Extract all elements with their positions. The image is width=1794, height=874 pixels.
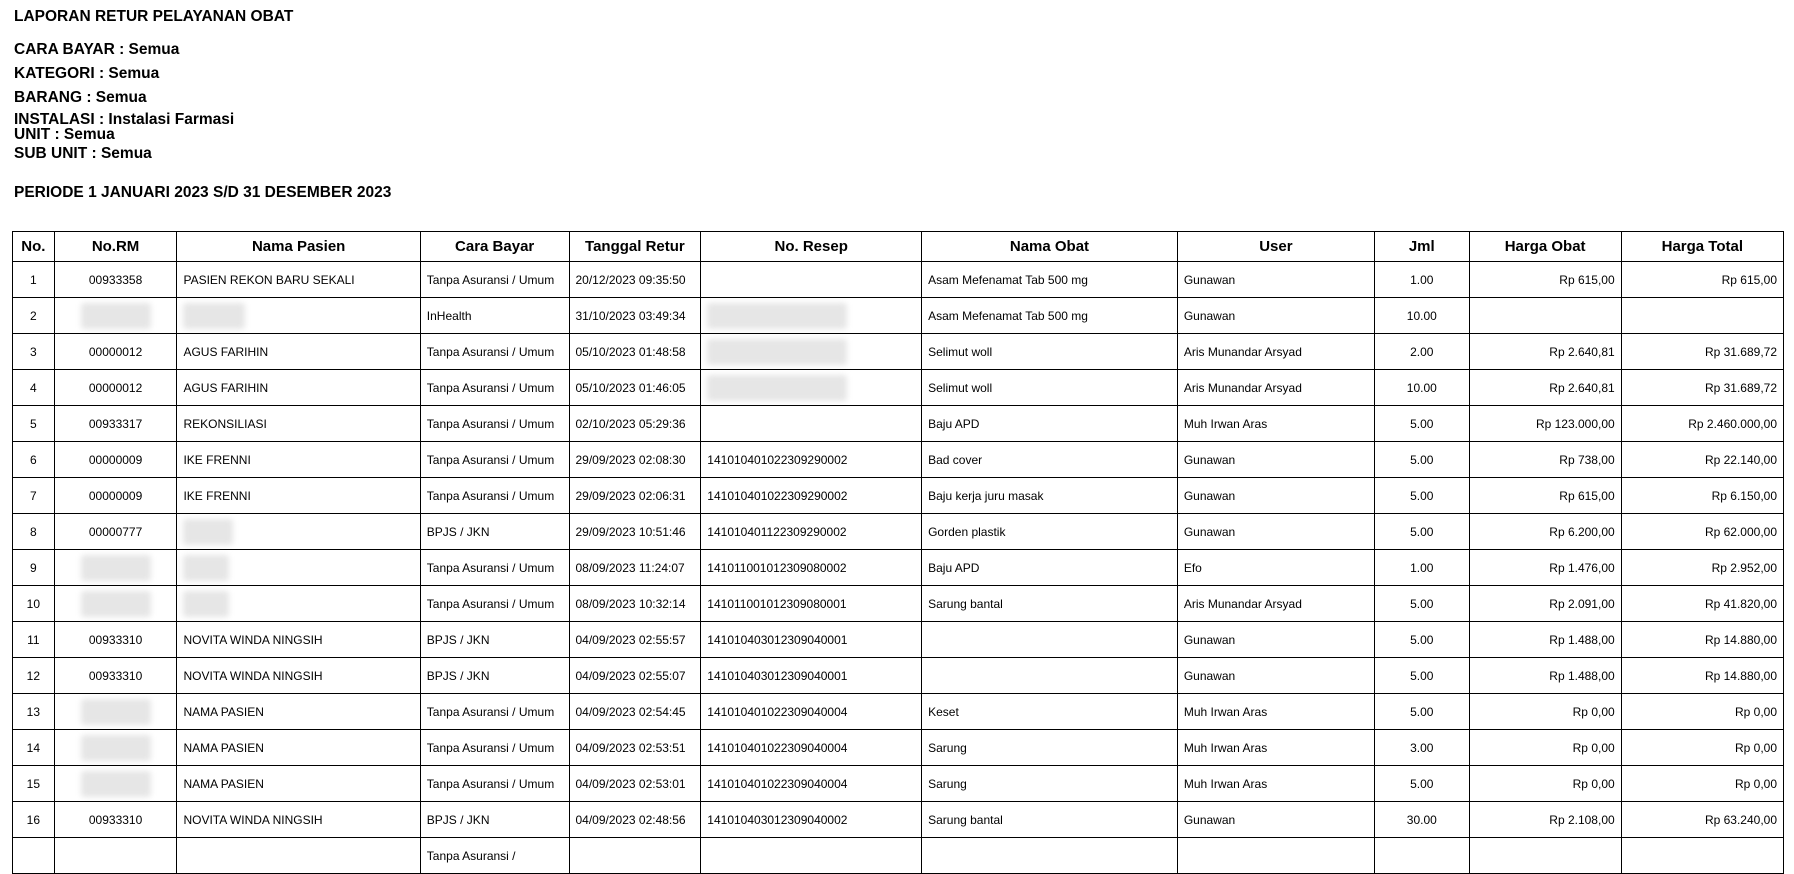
cell-no-rm xyxy=(54,838,177,874)
cell-no-resep: 141010401122309290002 xyxy=(701,514,922,550)
cell-nama-obat: Sarung bantal xyxy=(922,802,1178,838)
cell-user: Aris Munandar Arsyad xyxy=(1177,370,1374,406)
cell-nama-pasien: IKE FRENNI xyxy=(177,478,420,514)
cell-nama-obat: Sarung xyxy=(922,766,1178,802)
cell-no: 4 xyxy=(13,370,55,406)
cell-no: 14 xyxy=(13,730,55,766)
redacted-block xyxy=(81,699,151,725)
cell-harga-total: Rp 62.000,00 xyxy=(1621,514,1783,550)
cell-nama-obat: Baju APD xyxy=(922,406,1178,442)
col-no-resep: No. Resep xyxy=(701,232,922,262)
cell-jml: 2.00 xyxy=(1374,334,1469,370)
cell-harga-obat: Rp 2.640,81 xyxy=(1469,370,1621,406)
cell-nama-obat: Gorden plastik xyxy=(922,514,1178,550)
redacted-block xyxy=(183,519,233,545)
cell-user: Gunawan xyxy=(1177,802,1374,838)
cell-harga-obat: Rp 615,00 xyxy=(1469,262,1621,298)
cell-nama-pasien: NAMA PASIEN xyxy=(177,730,420,766)
cell-jml: 1.00 xyxy=(1374,550,1469,586)
col-jml: Jml xyxy=(1374,232,1469,262)
retur-table xyxy=(12,231,1784,874)
redacted-block xyxy=(707,375,847,401)
cell-nama-obat xyxy=(922,622,1178,658)
filter-instalasi: INSTALASI : Instalasi Farmasi xyxy=(14,111,235,128)
cell-cara-bayar: BPJS / JKN xyxy=(420,514,569,550)
cell-harga-total: Rp 2.460.000,00 xyxy=(1621,406,1783,442)
cell-jml: 5.00 xyxy=(1374,406,1469,442)
cell-harga-obat: Rp 6.200,00 xyxy=(1469,514,1621,550)
cell-nama-obat xyxy=(922,838,1178,874)
cell-nama-pasien: REKONSILIASI xyxy=(177,406,420,442)
cell-cara-bayar: Tanpa Asuransi / xyxy=(420,838,569,874)
cell-no-resep xyxy=(701,838,922,874)
table-row xyxy=(13,478,1784,514)
cell-tanggal-retur: 08/09/2023 10:32:14 xyxy=(569,586,701,622)
cell-no-rm xyxy=(54,694,177,730)
cell-tanggal-retur: 04/09/2023 02:54:45 xyxy=(569,694,701,730)
cell-harga-obat: Rp 0,00 xyxy=(1469,766,1621,802)
report-period: PERIODE 1 JANUARI 2023 S/D 31 DESEMBER 2023 xyxy=(14,184,392,201)
cell-no-resep: 141010403012309040001 xyxy=(701,622,922,658)
cell-nama-pasien: NAMA PASIEN xyxy=(177,766,420,802)
report-title: LAPORAN RETUR PELAYANAN OBAT xyxy=(14,8,294,25)
table-row xyxy=(13,442,1784,478)
cell-cara-bayar: BPJS / JKN xyxy=(420,622,569,658)
cell-user: Efo xyxy=(1177,550,1374,586)
table-row xyxy=(13,298,1784,334)
cell-nama-pasien: NOVITA WINDA NINGSIH xyxy=(177,658,420,694)
cell-harga-obat xyxy=(1469,298,1621,334)
table-row xyxy=(13,586,1784,622)
cell-no-rm xyxy=(54,730,177,766)
cell-nama-obat: Baju APD xyxy=(922,550,1178,586)
cell-no-rm: 00000009 xyxy=(54,478,177,514)
cell-harga-obat: Rp 123.000,00 xyxy=(1469,406,1621,442)
cell-harga-total: Rp 31.689,72 xyxy=(1621,334,1783,370)
cell-harga-total: Rp 14.880,00 xyxy=(1621,622,1783,658)
table-row xyxy=(13,730,1784,766)
cell-user: Aris Munandar Arsyad xyxy=(1177,586,1374,622)
cell-nama-obat xyxy=(922,658,1178,694)
cell-harga-total: Rp 41.820,00 xyxy=(1621,586,1783,622)
cell-no-rm xyxy=(54,550,177,586)
cell-no-resep: 141010403012309040002 xyxy=(701,802,922,838)
cell-cara-bayar: Tanpa Asuransi / Umum xyxy=(420,370,569,406)
cell-jml: 30.00 xyxy=(1374,802,1469,838)
cell-no-resep xyxy=(701,334,922,370)
cell-cara-bayar: Tanpa Asuransi / Umum xyxy=(420,586,569,622)
cell-tanggal-retur: 04/09/2023 02:55:07 xyxy=(569,658,701,694)
cell-cara-bayar: Tanpa Asuransi / Umum xyxy=(420,478,569,514)
cell-cara-bayar: BPJS / JKN xyxy=(420,802,569,838)
cell-user: Gunawan xyxy=(1177,622,1374,658)
cell-nama-obat: Sarung bantal xyxy=(922,586,1178,622)
cell-harga-total: Rp 63.240,00 xyxy=(1621,802,1783,838)
cell-tanggal-retur: 04/09/2023 02:53:51 xyxy=(569,730,701,766)
cell-cara-bayar: InHealth xyxy=(420,298,569,334)
cell-no-resep xyxy=(701,406,922,442)
table-row xyxy=(13,838,1784,874)
cell-tanggal-retur: 05/10/2023 01:46:05 xyxy=(569,370,701,406)
filter-sub-unit: SUB UNIT : Semua xyxy=(14,145,152,162)
cell-harga-total: Rp 22.140,00 xyxy=(1621,442,1783,478)
cell-jml: 5.00 xyxy=(1374,766,1469,802)
cell-harga-obat: Rp 1.476,00 xyxy=(1469,550,1621,586)
cell-no-resep xyxy=(701,370,922,406)
col-nama-obat: Nama Obat xyxy=(922,232,1178,262)
table-row xyxy=(13,622,1784,658)
table-row xyxy=(13,766,1784,802)
cell-jml: 10.00 xyxy=(1374,298,1469,334)
cell-harga-obat xyxy=(1469,838,1621,874)
cell-cara-bayar: Tanpa Asuransi / Umum xyxy=(420,262,569,298)
redacted-block xyxy=(81,591,151,617)
cell-no xyxy=(13,838,55,874)
cell-no: 15 xyxy=(13,766,55,802)
cell-nama-pasien xyxy=(177,586,420,622)
cell-no-rm: 00933310 xyxy=(54,622,177,658)
cell-no-rm: 00000012 xyxy=(54,334,177,370)
cell-nama-obat: Keset xyxy=(922,694,1178,730)
cell-no-rm xyxy=(54,766,177,802)
cell-no-rm: 00933310 xyxy=(54,802,177,838)
col-no-rm: No.RM xyxy=(54,232,177,262)
cell-tanggal-retur: 31/10/2023 03:49:34 xyxy=(569,298,701,334)
cell-nama-obat: Asam Mefenamat Tab 500 mg xyxy=(922,298,1178,334)
cell-harga-obat: Rp 0,00 xyxy=(1469,694,1621,730)
cell-jml: 1.00 xyxy=(1374,262,1469,298)
table-row xyxy=(13,550,1784,586)
cell-nama-obat: Selimut woll xyxy=(922,334,1178,370)
table-row xyxy=(13,694,1784,730)
cell-harga-obat: Rp 615,00 xyxy=(1469,478,1621,514)
redacted-block xyxy=(81,303,151,329)
cell-user: Muh Irwan Aras xyxy=(1177,766,1374,802)
cell-no: 7 xyxy=(13,478,55,514)
cell-jml: 5.00 xyxy=(1374,478,1469,514)
cell-no-resep: 141010401022309040004 xyxy=(701,730,922,766)
cell-user: Gunawan xyxy=(1177,298,1374,334)
cell-no: 16 xyxy=(13,802,55,838)
cell-user: Aris Munandar Arsyad xyxy=(1177,334,1374,370)
cell-tanggal-retur: 05/10/2023 01:48:58 xyxy=(569,334,701,370)
cell-nama-pasien xyxy=(177,838,420,874)
filter-kategori: KATEGORI : Semua xyxy=(14,65,160,82)
cell-nama-pasien: NOVITA WINDA NINGSIH xyxy=(177,802,420,838)
cell-jml: 5.00 xyxy=(1374,658,1469,694)
cell-no-resep: 141011001012309080001 xyxy=(701,586,922,622)
table-row xyxy=(13,334,1784,370)
col-user: User xyxy=(1177,232,1374,262)
redacted-block xyxy=(183,555,229,581)
filter-unit: UNIT : Semua xyxy=(14,126,115,143)
redacted-block xyxy=(81,555,151,581)
cell-user: Gunawan xyxy=(1177,262,1374,298)
cell-no: 8 xyxy=(13,514,55,550)
cell-no-rm: 00000012 xyxy=(54,370,177,406)
redacted-block xyxy=(81,735,151,761)
col-cara-bayar: Cara Bayar xyxy=(420,232,569,262)
cell-nama-pasien: AGUS FARIHIN xyxy=(177,334,420,370)
cell-nama-pasien: PASIEN REKON BARU SEKALI xyxy=(177,262,420,298)
cell-no-resep: 141011001012309080002 xyxy=(701,550,922,586)
col-nama-pasien: Nama Pasien xyxy=(177,232,420,262)
filter-barang: BARANG : Semua xyxy=(14,89,147,106)
cell-nama-pasien xyxy=(177,550,420,586)
cell-user: Gunawan xyxy=(1177,514,1374,550)
cell-harga-obat: Rp 2.091,00 xyxy=(1469,586,1621,622)
cell-no-rm: 00933358 xyxy=(54,262,177,298)
cell-nama-pasien: IKE FRENNI xyxy=(177,442,420,478)
cell-nama-obat: Selimut woll xyxy=(922,370,1178,406)
cell-cara-bayar: Tanpa Asuransi / Umum xyxy=(420,406,569,442)
cell-user: Gunawan xyxy=(1177,478,1374,514)
cell-no-resep: 141010401022309290002 xyxy=(701,442,922,478)
cell-nama-pasien: NAMA PASIEN xyxy=(177,694,420,730)
cell-jml: 5.00 xyxy=(1374,622,1469,658)
cell-nama-obat: Sarung xyxy=(922,730,1178,766)
cell-no-resep xyxy=(701,262,922,298)
col-no: No. xyxy=(13,232,55,262)
cell-tanggal-retur: 04/09/2023 02:48:56 xyxy=(569,802,701,838)
cell-harga-total: Rp 6.150,00 xyxy=(1621,478,1783,514)
cell-cara-bayar: Tanpa Asuransi / Umum xyxy=(420,442,569,478)
cell-no: 3 xyxy=(13,334,55,370)
cell-tanggal-retur: 29/09/2023 02:06:31 xyxy=(569,478,701,514)
cell-nama-pasien: AGUS FARIHIN xyxy=(177,370,420,406)
cell-harga-obat: Rp 2.640,81 xyxy=(1469,334,1621,370)
cell-no-rm xyxy=(54,586,177,622)
cell-no: 9 xyxy=(13,550,55,586)
cell-no: 12 xyxy=(13,658,55,694)
col-tanggal-retur: Tanggal Retur xyxy=(569,232,701,262)
cell-user: Gunawan xyxy=(1177,658,1374,694)
cell-jml: 5.00 xyxy=(1374,586,1469,622)
table-row xyxy=(13,262,1784,298)
cell-tanggal-retur: 20/12/2023 09:35:50 xyxy=(569,262,701,298)
cell-tanggal-retur: 04/09/2023 02:55:57 xyxy=(569,622,701,658)
cell-jml: 5.00 xyxy=(1374,694,1469,730)
cell-no-resep: 141010401022309040004 xyxy=(701,694,922,730)
cell-no: 13 xyxy=(13,694,55,730)
redacted-block xyxy=(707,303,847,329)
cell-no-rm xyxy=(54,298,177,334)
cell-nama-obat: Asam Mefenamat Tab 500 mg xyxy=(922,262,1178,298)
table-row xyxy=(13,658,1784,694)
cell-harga-total: Rp 0,00 xyxy=(1621,766,1783,802)
cell-no-resep: 141010401022309040004 xyxy=(701,766,922,802)
cell-no: 2 xyxy=(13,298,55,334)
cell-tanggal-retur: 29/09/2023 02:08:30 xyxy=(569,442,701,478)
cell-harga-obat: Rp 1.488,00 xyxy=(1469,658,1621,694)
filter-cara-bayar: CARA BAYAR : Semua xyxy=(14,41,180,58)
cell-no: 1 xyxy=(13,262,55,298)
cell-user: Gunawan xyxy=(1177,442,1374,478)
cell-no: 5 xyxy=(13,406,55,442)
cell-no-resep: 141010403012309040001 xyxy=(701,658,922,694)
redacted-block xyxy=(81,771,151,797)
cell-no-resep: 141010401022309290002 xyxy=(701,478,922,514)
table-row xyxy=(13,514,1784,550)
cell-tanggal-retur: 08/09/2023 11:24:07 xyxy=(569,550,701,586)
table-header-row xyxy=(13,232,1784,262)
cell-no: 6 xyxy=(13,442,55,478)
cell-cara-bayar: Tanpa Asuransi / Umum xyxy=(420,694,569,730)
cell-harga-total xyxy=(1621,838,1783,874)
cell-user xyxy=(1177,838,1374,874)
redacted-block xyxy=(183,303,245,329)
cell-harga-total: Rp 31.689,72 xyxy=(1621,370,1783,406)
cell-tanggal-retur: 02/10/2023 05:29:36 xyxy=(569,406,701,442)
table-row xyxy=(13,370,1784,406)
col-harga-obat: Harga Obat xyxy=(1469,232,1621,262)
cell-tanggal-retur: 29/09/2023 10:51:46 xyxy=(569,514,701,550)
cell-jml: 3.00 xyxy=(1374,730,1469,766)
cell-nama-obat: Baju kerja juru masak xyxy=(922,478,1178,514)
cell-harga-total: Rp 0,00 xyxy=(1621,694,1783,730)
cell-jml: 5.00 xyxy=(1374,514,1469,550)
cell-no-rm: 00933310 xyxy=(54,658,177,694)
cell-no: 10 xyxy=(13,586,55,622)
cell-cara-bayar: Tanpa Asuransi / Umum xyxy=(420,730,569,766)
cell-nama-pasien xyxy=(177,514,420,550)
cell-no-rm: 00000009 xyxy=(54,442,177,478)
cell-user: Muh Irwan Aras xyxy=(1177,730,1374,766)
cell-harga-total xyxy=(1621,298,1783,334)
cell-harga-total: Rp 14.880,00 xyxy=(1621,658,1783,694)
cell-harga-total: Rp 615,00 xyxy=(1621,262,1783,298)
cell-user: Muh Irwan Aras xyxy=(1177,406,1374,442)
cell-harga-total: Rp 2.952,00 xyxy=(1621,550,1783,586)
redacted-block xyxy=(183,591,229,617)
cell-jml: 5.00 xyxy=(1374,442,1469,478)
cell-cara-bayar: Tanpa Asuransi / Umum xyxy=(420,766,569,802)
cell-jml: 10.00 xyxy=(1374,370,1469,406)
redacted-block xyxy=(707,339,847,365)
cell-tanggal-retur xyxy=(569,838,701,874)
cell-nama-pasien: NOVITA WINDA NINGSIH xyxy=(177,622,420,658)
cell-cara-bayar: BPJS / JKN xyxy=(420,658,569,694)
cell-harga-obat: Rp 738,00 xyxy=(1469,442,1621,478)
cell-harga-obat: Rp 1.488,00 xyxy=(1469,622,1621,658)
cell-jml xyxy=(1374,838,1469,874)
cell-no-resep xyxy=(701,298,922,334)
cell-harga-obat: Rp 0,00 xyxy=(1469,730,1621,766)
cell-no: 11 xyxy=(13,622,55,658)
cell-cara-bayar: Tanpa Asuransi / Umum xyxy=(420,550,569,586)
cell-harga-obat: Rp 2.108,00 xyxy=(1469,802,1621,838)
cell-no-rm: 00933317 xyxy=(54,406,177,442)
table-row xyxy=(13,406,1784,442)
cell-nama-pasien xyxy=(177,298,420,334)
cell-tanggal-retur: 04/09/2023 02:53:01 xyxy=(569,766,701,802)
table-row xyxy=(13,802,1784,838)
cell-nama-obat: Bad cover xyxy=(922,442,1178,478)
cell-no-rm: 00000777 xyxy=(54,514,177,550)
cell-cara-bayar: Tanpa Asuransi / Umum xyxy=(420,334,569,370)
cell-harga-total: Rp 0,00 xyxy=(1621,730,1783,766)
cell-user: Muh Irwan Aras xyxy=(1177,694,1374,730)
col-harga-total: Harga Total xyxy=(1621,232,1783,262)
